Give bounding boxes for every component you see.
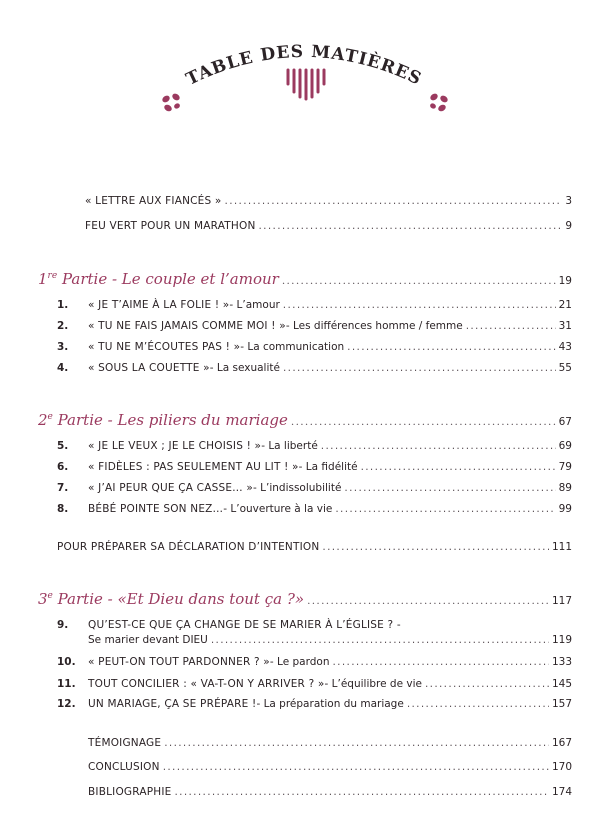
part-title: 2e Partie - Les piliers du mariage (38, 411, 288, 429)
chapter-title: « J’AI PEUR QUE ÇA CASSE… » (88, 482, 254, 494)
chapter-number: 9. (57, 619, 69, 631)
dot-leader (335, 502, 555, 516)
toc-header (0, 0, 611, 130)
page-number: 69 (558, 440, 572, 452)
dot-leader (361, 460, 556, 474)
dot-leader (211, 633, 549, 647)
page-number: 157 (551, 698, 572, 710)
chapter-title: « FIDÈLES : PAS SEULEMENT AU LIT ! » (88, 461, 299, 473)
toc-chapter-2[interactable] (57, 319, 572, 333)
dot-leader (283, 298, 556, 312)
chapter-number: 7. (57, 482, 69, 494)
chapter-title: BÉBÉ POINTE SON NEZ… (88, 503, 224, 515)
page-number: 55 (558, 362, 572, 374)
chapter-subtitle: - L’indissolubilité (253, 482, 342, 494)
chapter-title: « TU NE FAIS JAMAIS COMME MOI ! » (88, 320, 286, 332)
dot-leader (333, 655, 549, 669)
entry-title: CONCLUSION (88, 761, 160, 773)
chapter-subtitle: - Les différences homme / femme (285, 320, 463, 332)
chapter-number: 12. (57, 698, 76, 710)
chapter-title: TOUT CONCILIER : « VA-T-ON Y ARRIVER ? » (88, 678, 325, 690)
chapter-number: 4. (57, 362, 69, 374)
toc-entry-conclusion[interactable] (88, 760, 572, 774)
svg-text:TABLE DES MATIÈRES (183, 42, 425, 90)
page-number: 19 (558, 275, 572, 287)
entry-title: FEU VERT POUR UN MARATHON (85, 220, 256, 232)
page-number: 31 (558, 320, 572, 332)
fringe-ornament (288, 70, 324, 99)
dot-leader (259, 219, 563, 233)
chapter-subtitle: - La communication (240, 341, 345, 353)
chapter-number: 11. (57, 678, 76, 690)
toc-chapter-11[interactable] (57, 677, 572, 691)
page-number: 89 (558, 482, 572, 494)
toc-chapter-4[interactable] (57, 361, 572, 375)
page-number: 99 (558, 503, 572, 515)
chapter-subtitle: - La liberté (261, 440, 318, 452)
chapter-number: 10. (57, 656, 76, 668)
dot-leader (163, 760, 549, 774)
chapter-subtitle: Se marier devant DIEU (88, 634, 208, 646)
page-number: 3 (565, 195, 572, 207)
dot-leader (291, 412, 556, 432)
toc-title: TABLE DES MATIÈRES (183, 41, 425, 90)
chapter-subtitle: - L’amour (229, 299, 280, 311)
page-number: 167 (551, 737, 572, 749)
toc-entry-feu-vert[interactable] (85, 219, 572, 233)
page-number: 111 (551, 541, 572, 553)
page-number: 43 (558, 341, 572, 353)
page-number: 9 (565, 220, 572, 232)
chapter-title: « TU NE M’ÉCOUTES PAS ! » (88, 341, 241, 353)
toc-chapter-9-line-2[interactable] (88, 633, 572, 647)
toc-chapter-6[interactable] (57, 460, 572, 474)
toc-chapter-7[interactable] (57, 481, 572, 495)
chapter-title: « JE LE VEUX ; JE LE CHOISIS ! » (88, 440, 262, 452)
chapter-number: 1. (57, 299, 69, 311)
chapter-title: QU’EST-CE QUE ÇA CHANGE DE SE MARIER À L’ÉGLISE ? - (88, 619, 401, 631)
chapter-title: « SOUS LA COUETTE » (88, 362, 210, 374)
chapter-subtitle: - La préparation du mariage (256, 698, 404, 710)
dot-leader (164, 736, 549, 750)
page-number: 67 (558, 416, 572, 428)
page-number: 174 (551, 786, 572, 798)
chapter-title: « JE T’AIME À LA FOLIE ! » (88, 299, 230, 311)
dot-leader (425, 677, 549, 691)
chapter-title: « PEUT-ON TOUT PARDONNER ? » (88, 656, 270, 668)
entry-title: « LETTRE AUX FIANCÉS » (85, 195, 222, 207)
dot-leader (283, 361, 556, 375)
dot-leader (225, 194, 563, 208)
dot-leader (174, 785, 548, 799)
header-arc-title (0, 0, 611, 130)
entry-title: POUR PRÉPARER SA DÉCLARATION D’INTENTION (57, 541, 320, 553)
chapter-number: 5. (57, 440, 69, 452)
toc-entry-bibliographie[interactable] (88, 785, 572, 799)
page-number: 117 (551, 595, 572, 607)
page-number: 21 (558, 299, 572, 311)
part-title: 1re Partie - Le couple et l’amour (38, 270, 279, 288)
entry-title: BIBLIOGRAPHIE (88, 786, 172, 798)
page-number: 119 (551, 634, 572, 646)
leaf-sprig-icon (429, 92, 449, 112)
toc-chapter-3[interactable] (57, 340, 572, 354)
chapter-number: 8. (57, 503, 69, 515)
toc-part-2[interactable] (38, 407, 572, 432)
chapter-subtitle: - Le pardon (269, 656, 330, 668)
toc-entry-declaration[interactable] (57, 540, 572, 554)
dot-leader (321, 439, 556, 453)
chapter-number: 6. (57, 461, 69, 473)
toc-chapter-9-line-1[interactable] (57, 618, 572, 632)
chapter-title: UN MARIAGE, ÇA SE PRÉPARE ! (88, 698, 257, 710)
toc-part-1[interactable] (38, 266, 572, 291)
chapter-number: 2. (57, 320, 69, 332)
dot-leader (307, 591, 549, 611)
chapter-number: 3. (57, 341, 69, 353)
page-number: 145 (551, 678, 572, 690)
toc-chapter-10[interactable] (57, 655, 572, 669)
page-number: 133 (551, 656, 572, 668)
dot-leader (282, 271, 556, 291)
toc-entry-lettre[interactable] (85, 194, 572, 208)
dot-leader (322, 540, 549, 554)
page-number: 170 (551, 761, 572, 773)
toc-part-3[interactable] (38, 586, 572, 611)
toc-entry-temoignage[interactable] (88, 736, 572, 750)
dot-leader (344, 481, 555, 495)
chapter-subtitle: - La fidélité (298, 461, 358, 473)
leaf-sprig-icon (161, 92, 181, 112)
dot-leader (347, 340, 555, 354)
entry-title: TÉMOIGNAGE (88, 737, 162, 749)
toc-chapter-5[interactable] (57, 439, 572, 453)
toc-chapter-8[interactable] (57, 502, 572, 516)
chapter-subtitle: - L’équilibre de vie (324, 678, 422, 690)
chapter-subtitle: - L’ouverture à la vie (223, 503, 333, 515)
chapter-subtitle: - La sexualité (209, 362, 280, 374)
page-number: 79 (558, 461, 572, 473)
toc-chapter-12[interactable] (57, 697, 572, 711)
dot-leader (466, 319, 556, 333)
toc-chapter-1[interactable] (57, 298, 572, 312)
part-title: 3e Partie - «Et Dieu dans tout ça ?» (38, 590, 305, 608)
dot-leader (407, 697, 549, 711)
